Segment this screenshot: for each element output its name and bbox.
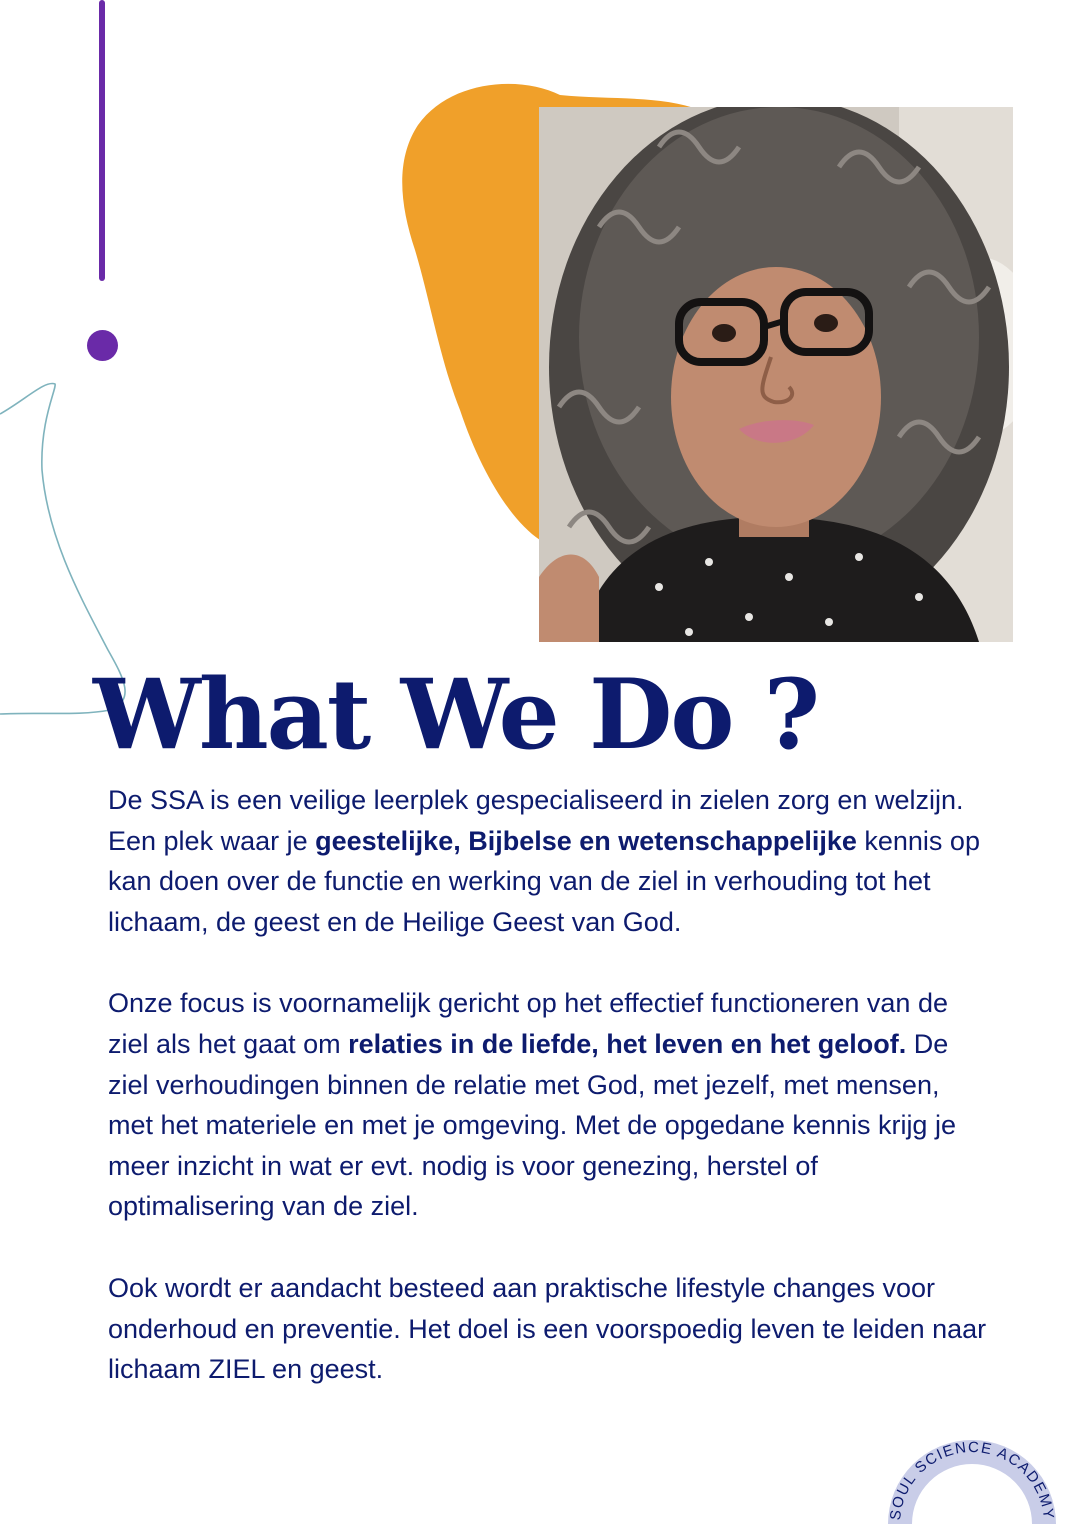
paragraph-lifestyle xyxy=(108,1268,988,1390)
paragraph-focus-text-end: De ziel verhoudingen binnen de relatie met God, met jezelf, met mensen, met het materiele en met je omgeving. Met de opgedane kennis krijg je meer inzicht in wat er evt. nodig is voor genezing, herstel of optimalisering van de ziel. xyxy=(108,1028,956,1222)
paragraph-intro-text: De SSA is een veilige leerplek gespecialiseerd in zielen zorg en welzijn. Een plek waar je xyxy=(108,785,964,856)
photo-portrait xyxy=(539,107,1013,642)
paragraph-intro-bold: geestelijke, Bijbelse en wetenschappelijke xyxy=(315,825,857,856)
paragraph-focus-text: Onze focus is voornamelijk gericht op het effectief functioneren van de ziel als het gaat om xyxy=(108,988,948,1059)
paragraph-focus-bold: relaties in de liefde, het leven en het geloof. xyxy=(348,1028,907,1059)
vertical-line-decoration xyxy=(99,0,105,281)
paragraph-intro xyxy=(108,780,988,942)
page-title: What We Do ? xyxy=(93,658,819,771)
paragraph-intro-text-end: kennis op kan doen over de functie en werking van de ziel in verhouding tot het lichaam, de geest en de Heilige Geest van God. xyxy=(108,825,980,937)
badge-text: SOUL SCIENCE ACADEMY xyxy=(886,1438,1058,1522)
paragraph-lifestyle-text: Ook wordt er aandacht besteed aan praktische lifestyle changes voor onderhoud en preventie. Het doel is een voorspoedig leven te leiden naar lichaam ZIEL en geest. xyxy=(108,1272,987,1385)
dot-decoration xyxy=(87,330,118,361)
body-text xyxy=(108,780,988,1431)
logo-badge xyxy=(872,1420,1072,1528)
paragraph-focus xyxy=(108,983,988,1227)
